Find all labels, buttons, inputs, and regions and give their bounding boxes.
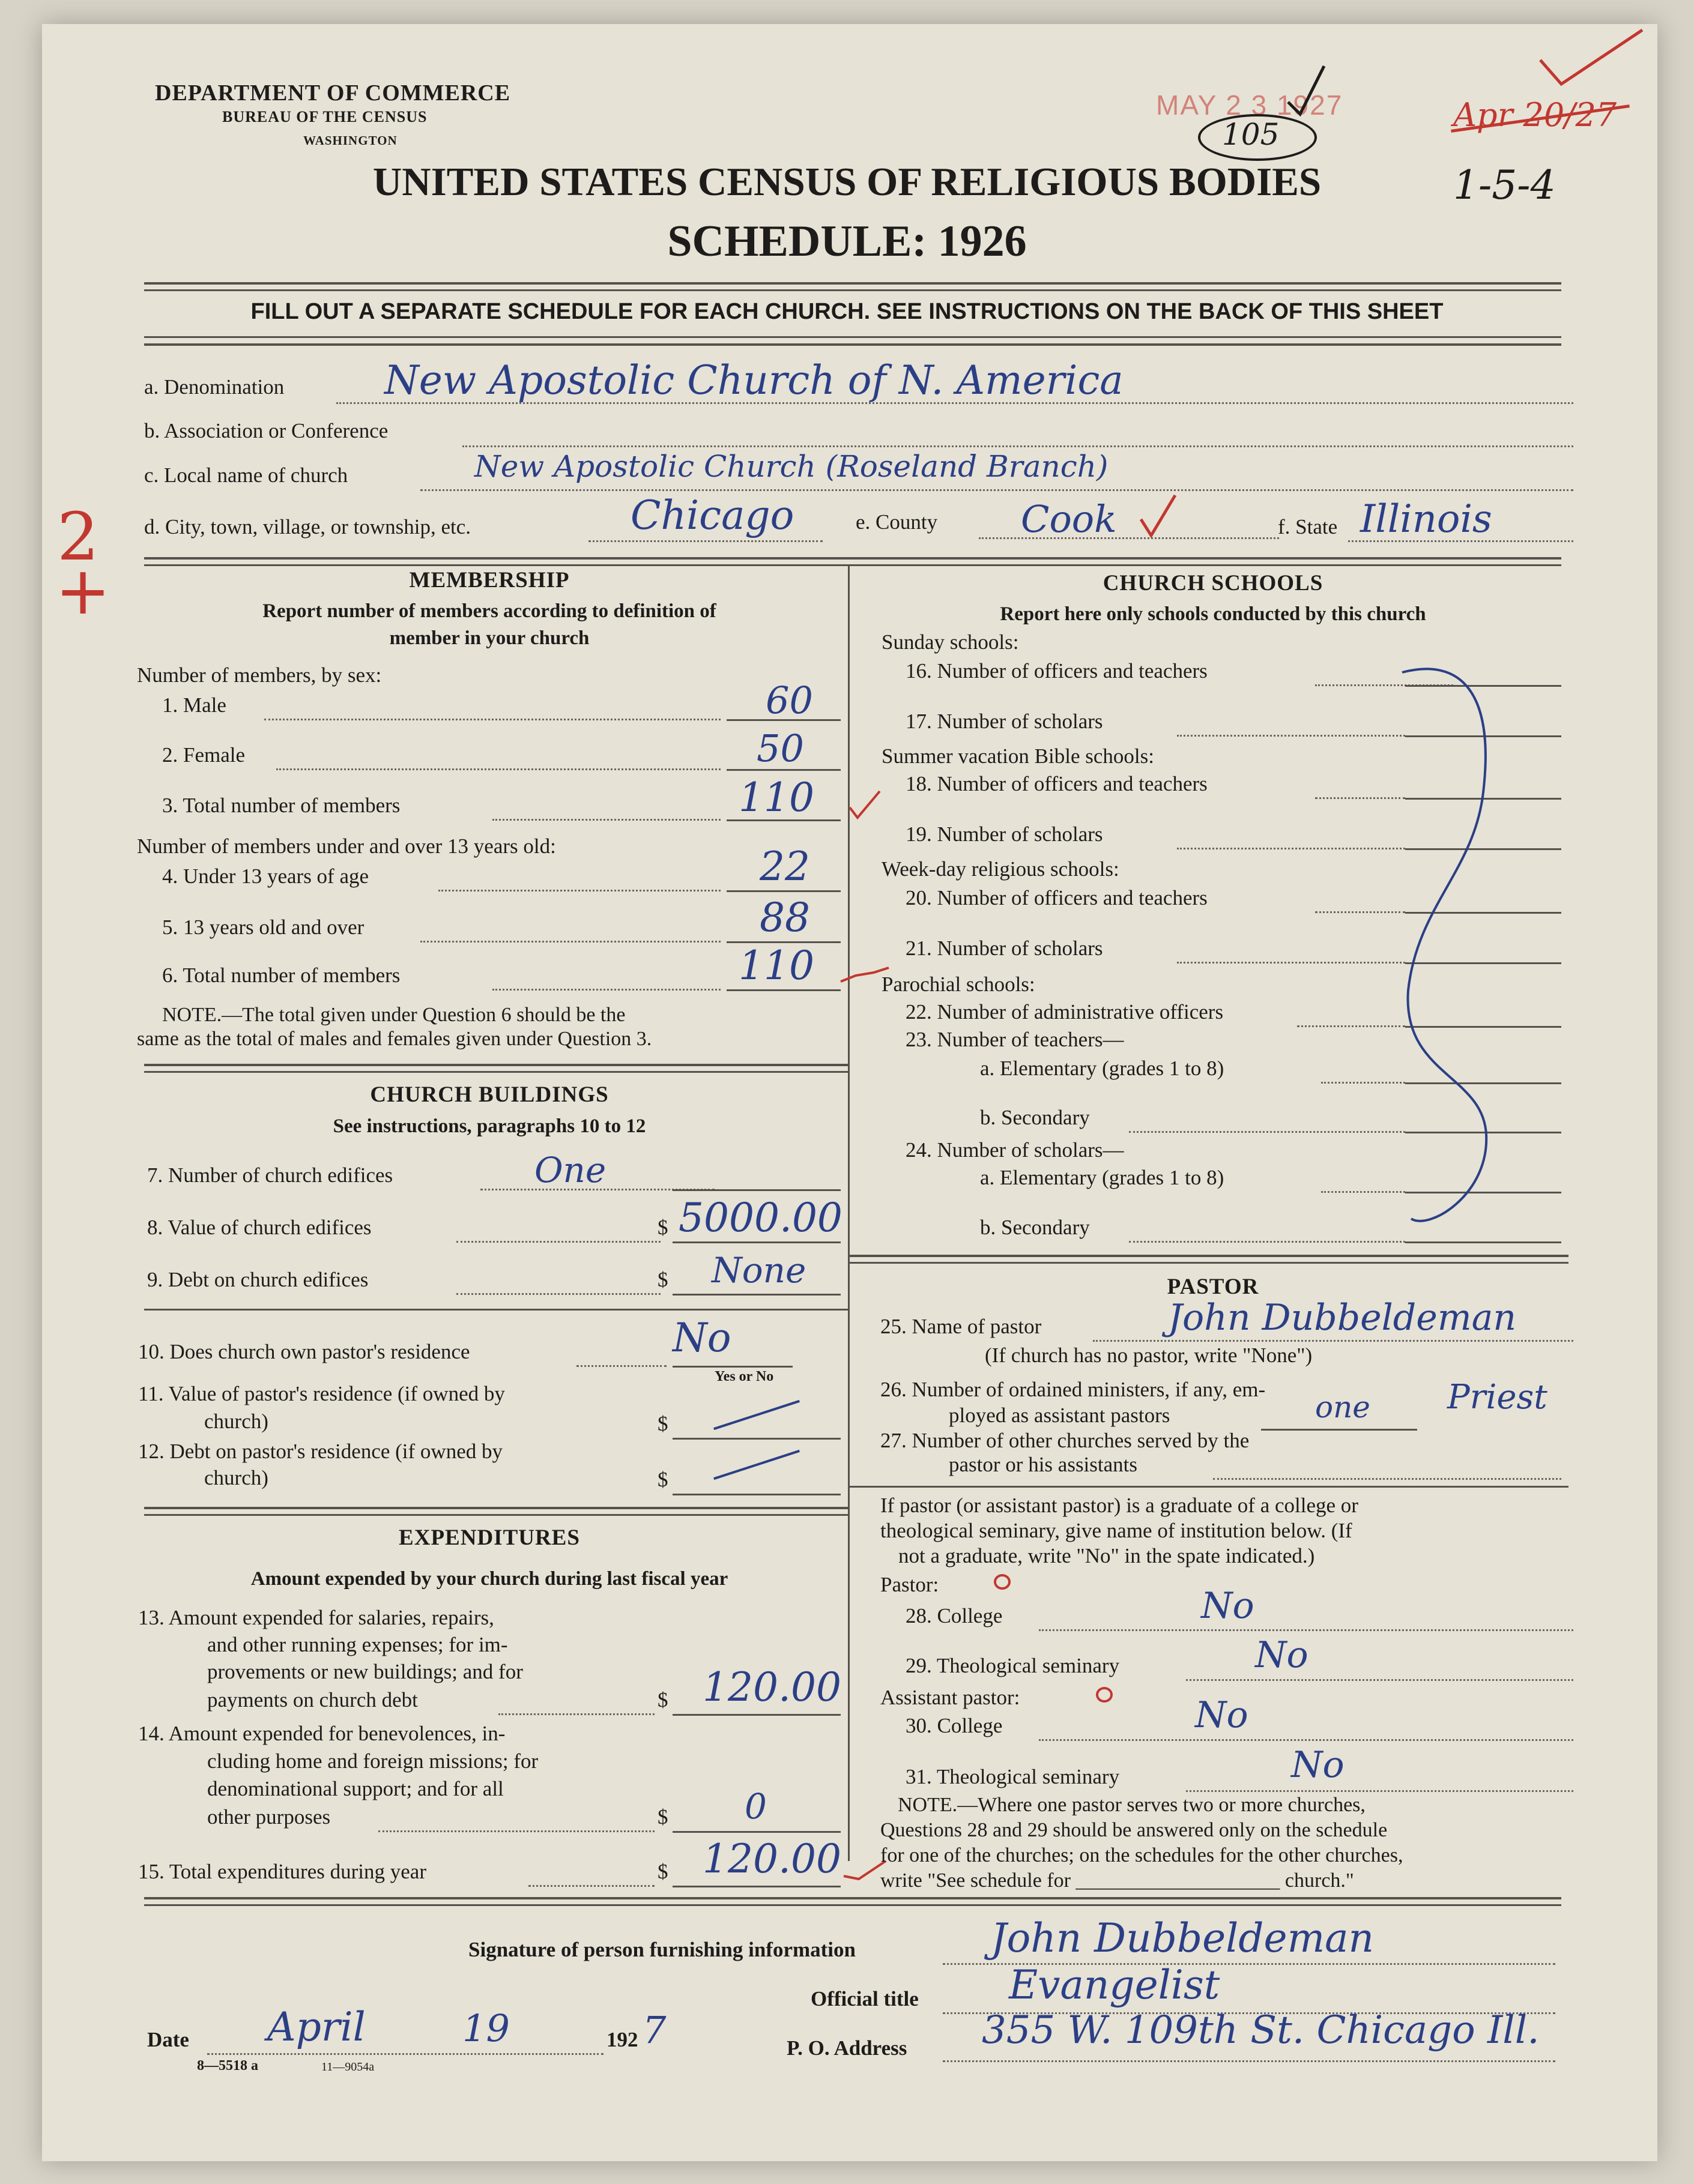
q1-male-field[interactable]: 60 [766,678,813,722]
dotted-line [943,2060,1555,2062]
red-check-mark-icon [1138,492,1180,540]
pastor-note: Questions 28 and 29 should be answered only on the schedule [880,1819,1388,1841]
pastor-heading: PASTOR [1167,1275,1259,1299]
divider [144,1514,848,1516]
divider [144,1507,848,1509]
q30-label: 30. College [906,1714,1003,1737]
graduate-instructions: If pastor (or assistant pastor) is a graduate of a college or [880,1494,1358,1517]
city-label: d. City, town, village, or township, etc. [144,515,471,538]
dollar-sign: $ [658,1412,668,1435]
dotted-line [528,1885,655,1887]
q27-field[interactable] [1213,1478,1561,1480]
red-check-mark-icon [1537,24,1645,90]
dotted-line [576,1365,667,1367]
q15-total-field[interactable]: 120.00 [703,1836,841,1882]
signature-label: Signature of person furnishing information [468,1938,856,1961]
dollar-sign: $ [658,1216,668,1239]
q24b-label: b. Secondary [980,1216,1090,1239]
answer-line [673,1886,841,1887]
answer-line [727,890,841,892]
red-circle-mark [1096,1687,1113,1703]
instruction-banner: FILL OUT A SEPARATE SCHEDULE FOR EACH CHURCH. SEE INSTRUCTIONS ON THE BACK OF THIS SHEET [250,299,1444,324]
divider [144,557,1561,560]
by-sex-header: Number of members, by sex: [137,663,382,687]
schedule-year: SCHEDULE: 1926 [667,217,1027,266]
date-year-prefix: 192 [607,2028,638,2051]
divider [144,1064,848,1066]
filing-code: 1-5-4 [1453,162,1556,208]
pastor-note: for one of the churches; on the schedules for the other churches, [880,1844,1403,1866]
divider [144,564,1561,566]
q14-label: 14. Amount expended for benevolences, in- [138,1722,506,1745]
official-title-label: Official title [811,1987,919,2011]
dotted-line [1186,1790,1573,1792]
association-field[interactable] [462,445,1573,447]
q1-label: 1. Male [162,693,226,717]
q21-label: 21. Number of scholars [906,937,1103,960]
date-label: Date [147,2028,189,2051]
dotted-line [1186,1679,1573,1681]
dotted-line [1177,962,1405,964]
q27-label: pastor or his assistants [949,1453,1138,1476]
pastor-sublabel: Pastor: [880,1573,939,1596]
q13-label: provements or new buildings; and for [207,1660,523,1683]
q29-label: 29. Theological seminary [906,1654,1120,1677]
q23b-label: b. Secondary [980,1106,1090,1129]
age-header: Number of members under and over 13 years old: [137,834,556,858]
q6-total-field[interactable]: 110 [739,943,814,989]
summer-schools-header: Summer vacation Bible schools: [882,744,1154,768]
q12-label: church) [204,1466,268,1489]
red-check-mark-icon [847,786,883,822]
q11-label: 11. Value of pastor's residence (if owned by [138,1382,505,1405]
q4-under13-field[interactable]: 22 [760,843,810,890]
q11-value-field[interactable] [673,1438,841,1440]
department-name: DEPARTMENT OF COMMERCE [155,80,511,106]
q26-note-field[interactable]: Priest [1447,1378,1547,1417]
q5-over13-field[interactable]: 88 [760,894,810,941]
q22-label: 22. Number of administrative officers [906,1000,1224,1024]
bracket-mark [1393,654,1513,1249]
city-field[interactable]: Chicago [631,492,794,538]
graduate-instructions: theological seminary, give name of institution below. (If [880,1519,1352,1542]
sunday-schools-header: Sunday schools: [882,630,1019,654]
divider [848,1486,1568,1488]
q7-label: 7. Number of church edifices [147,1163,393,1187]
q3-total-field[interactable]: 110 [739,774,814,821]
membership-heading: MEMBERSHIP [409,568,570,593]
form-number: 8—5518 a [197,2058,258,2074]
red-circle-mark [994,1574,1011,1590]
q29-seminary-field[interactable]: No [1255,1634,1308,1676]
dollar-sign: $ [658,1468,668,1491]
divider [144,289,1561,291]
dollar-sign: $ [658,1860,668,1883]
received-date-stamp: MAY 2 3 1927 [1156,89,1343,121]
q5-label: 5. 13 years old and over [162,916,365,939]
answer-line [673,1714,841,1716]
q12-label: 12. Debt on pastor's residence (if owned by [138,1440,503,1463]
dollar-sign: $ [658,1268,668,1291]
address-label: P. O. Address [787,2036,907,2060]
bureau-name: BUREAU OF THE CENSUS [222,108,428,125]
official-title-field[interactable]: Evangelist [1009,1962,1220,2008]
signature-field[interactable]: John Dubbeldeman [991,1915,1375,1961]
q10-residence-field[interactable]: No [673,1315,731,1361]
answer-line [673,1189,841,1191]
answer-line [1261,1429,1417,1431]
county-label: e. County [856,510,938,534]
q8-value-field[interactable]: 5000.00 [679,1195,842,1241]
print-code: 11—9054a [321,2060,375,2074]
dotted-line [1093,1340,1573,1342]
form-title: UNITED STATES CENSUS OF RELIGIOUS BODIES [372,160,1322,204]
q2-label: 2. Female [162,743,246,767]
local-name-label: c. Local name of church [144,463,348,487]
state-field[interactable]: Illinois [1360,497,1492,541]
graduate-instructions: not a graduate, write "No" in the spate indicated.) [898,1544,1315,1567]
q15-label: 15. Total expenditures during year [138,1860,426,1883]
divider [848,1262,1568,1264]
q2-female-field[interactable]: 50 [757,726,804,770]
dotted-line [1039,1629,1573,1631]
expenditures-heading: EXPENDITURES [399,1525,580,1550]
dotted-line [264,719,721,720]
q25-pastor-name-field[interactable]: John Dubbeldeman [1168,1297,1517,1339]
dotted-line [1315,911,1405,913]
q26-label: 26. Number of ordained ministers, if any, em- [880,1378,1266,1401]
pastor-note: NOTE.—Where one pastor serves two or more churches, [898,1794,1366,1816]
q13-expenses-field[interactable]: 120.00 [703,1664,841,1710]
membership-intro: member in your church [389,627,590,649]
dotted-line [420,489,1573,491]
answer-line [673,1241,841,1243]
dollar-sign: $ [658,1688,668,1712]
dotted-line [1039,1739,1573,1741]
q10-label: 10. Does church own pastor's residence [138,1340,470,1363]
divider [144,1071,848,1073]
parochial-schools-header: Parochial schools: [882,973,1035,996]
margin-mark: 2 [57,498,99,575]
q23-label: 23. Number of teachers— [906,1028,1124,1051]
q25-note: (If church has no pastor, write "None") [985,1344,1313,1367]
local-name-field[interactable]: New Apostolic Church (Roseland Branch) [474,449,1109,484]
q9-label: 9. Debt on church edifices [147,1268,369,1291]
q9-debt-field[interactable]: None [712,1250,806,1291]
q24a-label: a. Elementary (grades 1 to 8) [980,1166,1224,1189]
dotted-line [1177,735,1405,737]
association-label: b. Association or Conference [144,419,389,442]
q4-label: 4. Under 13 years of age [162,864,369,888]
q14-label: other purposes [207,1805,331,1829]
dotted-line [498,1713,655,1715]
dotted-line [1321,1191,1405,1193]
q23a-label: a. Elementary (grades 1 to 8) [980,1057,1224,1080]
assistant-pastor-sublabel: Assistant pastor: [880,1686,1020,1709]
q25-label: 25. Name of pastor [880,1315,1042,1338]
q14-benevolences-field[interactable]: 0 [745,1786,767,1827]
column-divider [848,564,850,1861]
divider [144,1897,1561,1899]
q26-label: ployed as assistant pastors [949,1404,1170,1427]
q16-label: 16. Number of officers and teachers [906,659,1208,683]
q31-label: 31. Theological seminary [906,1765,1120,1788]
circled-number: 105 [1222,117,1280,152]
dotted-line [438,890,721,891]
membership-intro: Report number of members according to definition of [262,600,716,622]
q13-label: 13. Amount expended for salaries, repairs, [138,1606,494,1629]
dollar-sign: $ [658,1805,668,1829]
weekday-schools-header: Week-day religious schools: [882,857,1119,881]
struck-date: Apr 20/27 [1453,96,1617,134]
dotted-line [456,1241,661,1243]
answer-line [673,1294,841,1296]
dotted-line [588,540,823,542]
dotted-line [378,1830,655,1832]
schools-intro: Report here only schools conducted by this church [1000,603,1426,625]
q7-edifices-field[interactable]: One [534,1150,607,1190]
address-field[interactable]: 355 W. 109th St. Chicago Ill. [982,2008,1540,2053]
q20-label: 20. Number of officers and teachers [906,886,1208,909]
expenditures-subtitle: Amount expended by your church during last fiscal year [250,1568,728,1590]
answer-line [673,1366,793,1368]
q3-label: 3. Total number of members [162,794,401,817]
dotted-line [1129,1241,1405,1243]
dotted-line [207,2053,603,2055]
dotted-line [1177,848,1405,849]
q17-label: 17. Number of scholars [906,710,1103,733]
dotted-line [1315,797,1405,799]
q19-label: 19. Number of scholars [906,822,1103,846]
date-day-field[interactable]: 19 [462,2006,510,2050]
q8-label: 8. Value of church edifices [147,1216,372,1239]
denomination-field[interactable]: New Apostolic Church of N. America [384,357,1124,403]
q30-college-field[interactable]: No [1195,1694,1248,1736]
q18-label: 18. Number of officers and teachers [906,772,1208,795]
answer-line [727,989,841,991]
state-label: f. State [1278,515,1338,538]
denomination-label: a. Denomination [144,375,285,399]
answer-line [673,1831,841,1833]
county-field[interactable]: Cook [1021,497,1117,541]
dotted-line [1129,1131,1405,1133]
buildings-heading: CHURCH BUILDINGS [370,1082,609,1107]
dotted-line [1321,1082,1405,1084]
city-name: WASHINGTON [303,133,398,148]
date-month-field[interactable]: April [267,2004,366,2050]
dotted-line [276,768,721,770]
q28-label: 28. College [906,1604,1003,1627]
q14-label: cluding home and foreign missions; for [207,1749,539,1773]
dotted-line [1297,1025,1405,1027]
dotted-line [492,819,721,821]
divider [144,343,1561,346]
check-mark-icon [1282,60,1330,120]
margin-plus: + [55,552,111,629]
divider [144,1309,848,1311]
q27-label: 27. Number of other churches served by the [880,1429,1250,1452]
schools-heading: CHURCH SCHOOLS [1103,571,1323,596]
buildings-subtitle: See instructions, paragraphs 10 to 12 [333,1115,646,1137]
membership-note: NOTE.—The total given under Question 6 should be the [162,1004,626,1026]
divider [144,336,1561,338]
q12-value-field[interactable] [673,1494,841,1495]
yes-or-no-hint: Yes or No [715,1369,774,1384]
divider [848,1255,1568,1257]
dotted-line [420,941,721,943]
pastor-note: write "See schedule for ____________________ church." [880,1869,1354,1892]
dotted-line [456,1293,661,1295]
q6-label: 6. Total number of members [162,964,401,987]
q26-assistant-field[interactable]: one [1315,1390,1370,1425]
q24-label: 24. Number of scholars— [906,1138,1124,1162]
q31-seminary-field[interactable]: No [1291,1744,1345,1786]
q28-college-field[interactable]: No [1201,1585,1254,1627]
q13-label: and other running expenses; for im- [207,1633,508,1656]
divider [144,282,1561,285]
divider [144,1904,1561,1906]
dotted-line [492,989,721,991]
q14-label: denominational support; and for all [207,1777,504,1800]
q11-label: church) [204,1410,268,1433]
membership-note: same as the total of males and females given under Question 3. [137,1028,652,1050]
q13-label: payments on church debt [207,1688,418,1712]
date-year-field[interactable]: 7 [643,2008,667,2052]
